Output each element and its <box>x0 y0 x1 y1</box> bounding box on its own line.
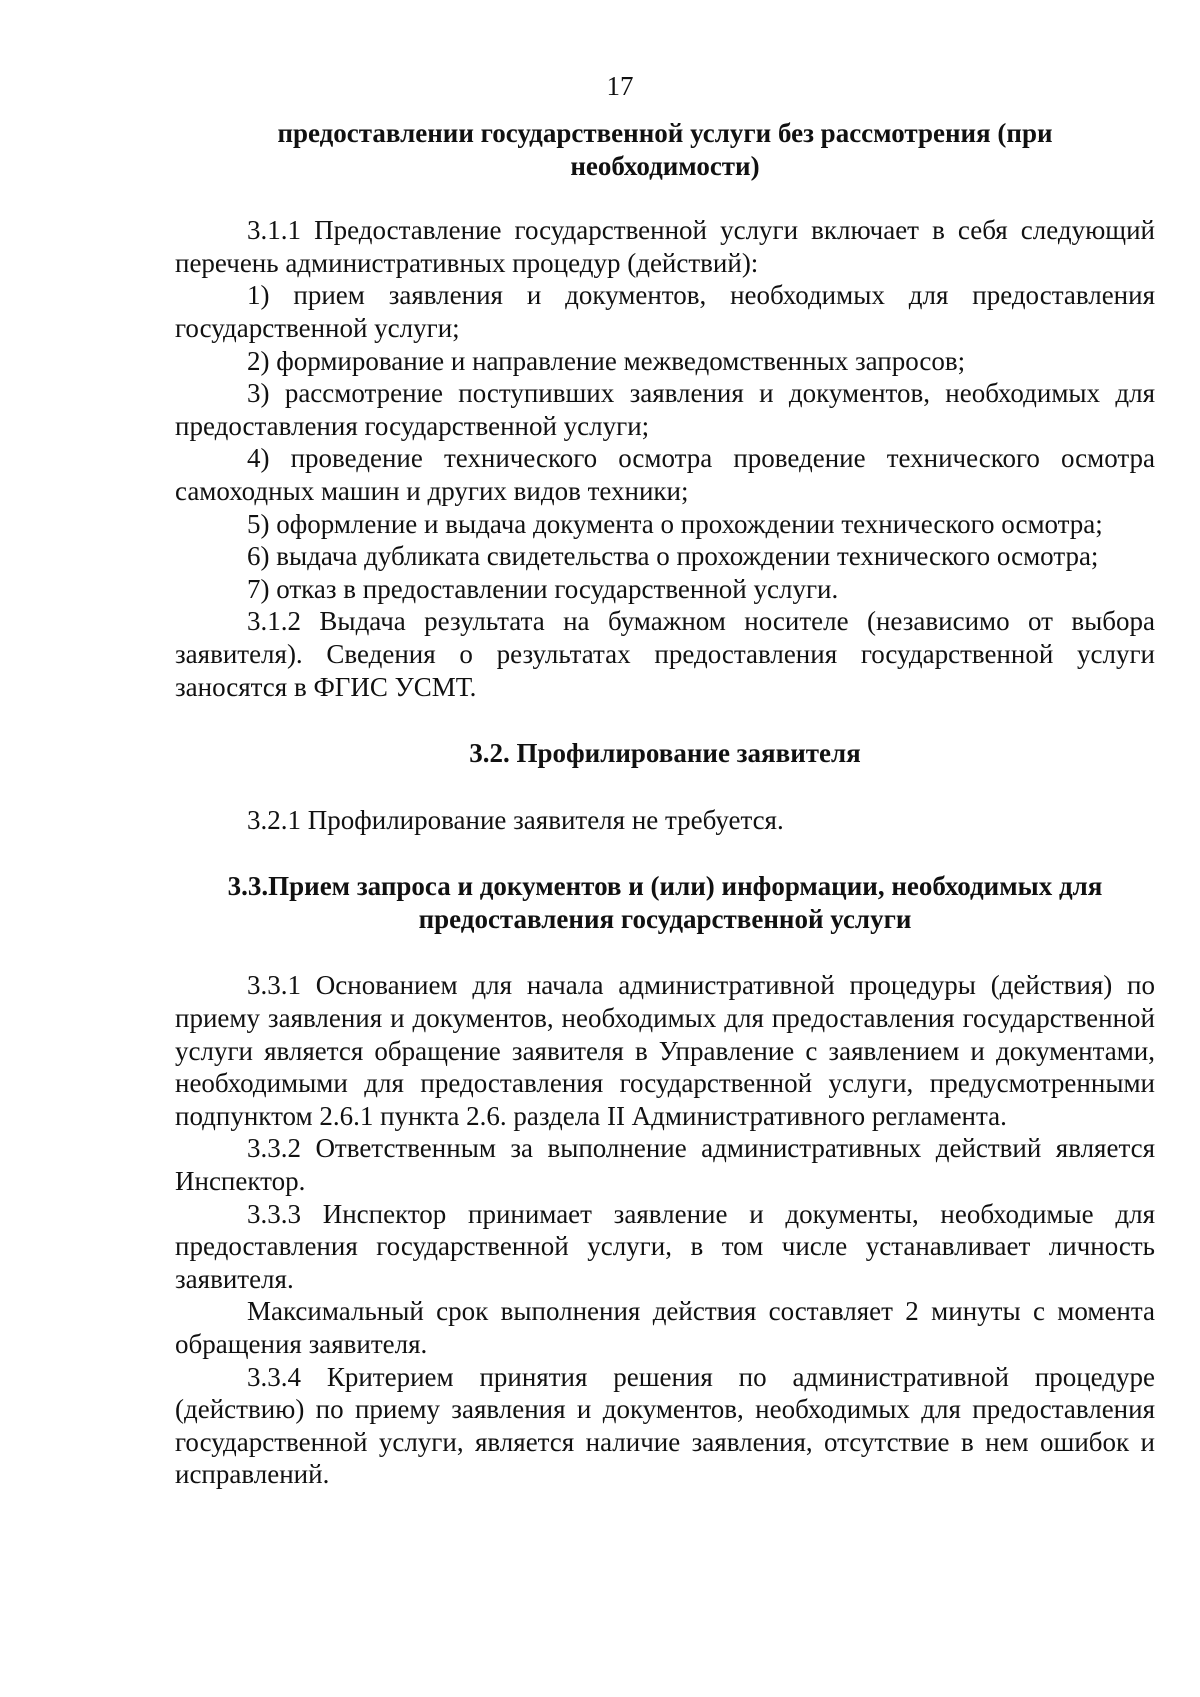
page-number: 17 <box>606 71 634 101</box>
paragraph: 2) формирование и направление межведомственных запросов; <box>247 345 966 376</box>
paragraph: 4) проведение технического осмотра проведение технического осмотра самоходных машин и других видов техники; <box>175 443 1155 506</box>
paragraph: 6) выдача дубликата свидетельства о прохождении технического осмотра; <box>247 541 1099 572</box>
heading-3-3: 3.3.Прием запроса и документов и (или) информации, необходимых для предоставления государственной услуги <box>227 871 1103 934</box>
section-3-1 <box>175 214 1155 703</box>
paragraph: 1) прием заявления и документов, необходимых для предоставления государственной услуги; <box>175 280 1155 343</box>
heading-3-2: 3.2. Профилирование заявителя <box>469 738 861 769</box>
paragraph: 3.3.3 Инспектор принимает заявление и документы, необходимые для предоставления государственной услуги, в том числе устанавливает личность заявителя. <box>175 1198 1155 1294</box>
paragraph: 3.3.4 Критерием принятия решения по административной процедуре (действию) по приему заявления и документов, необходимых для предоставления государственной услуги, является наличие заявления, отсутствие в нем ошибок и исправлений. <box>175 1361 1155 1490</box>
heading-top: предоставлении государственной услуги без рассмотрения (при необходимости) <box>277 118 1053 181</box>
paragraph: 3.3.1 Основанием для начала административной процедуры (действия) по приему заявления и документов, необходимых для предоставления государственной услуги является обращение заявителя в Управление с заявлением и документами, необходимыми для предоставления государственной услуги, предусмотренными подпунктом 2.6.1 пункта 2.6. раздела II Административного регламента. <box>175 970 1155 1131</box>
paragraph: 7) отказ в предоставлении государственной услуги. <box>247 573 839 604</box>
paragraph: 3.1.1 Предоставление государственной услуги включает в себя следующий перечень административных процедур (действий): <box>175 215 1155 278</box>
page-content <box>175 117 1155 1491</box>
section-3-3 <box>175 969 1155 1491</box>
paragraph: 3) рассмотрение поступивших заявления и документов, необходимых для предоставления государственной услуги; <box>175 378 1155 441</box>
paragraph: 5) оформление и выдача документа о прохождении технического осмотра; <box>247 508 1103 539</box>
paragraph: Максимальный срок выполнения действия составляет 2 минуты с момента обращения заявителя. <box>175 1296 1155 1359</box>
paragraph: 3.3.2 Ответственным за выполнение административных действий является Инспектор. <box>175 1133 1155 1197</box>
paragraph: 3.2.1 Профилирование заявителя не требуется. <box>247 804 784 835</box>
paragraph: 3.1.2 Выдача результата на бумажном носителе (независимо от выбора заявителя). Сведения о результатах предоставления государственной услуги заносятся в ФГИС УСМТ. <box>175 606 1155 702</box>
section-3-2 <box>175 804 1155 837</box>
